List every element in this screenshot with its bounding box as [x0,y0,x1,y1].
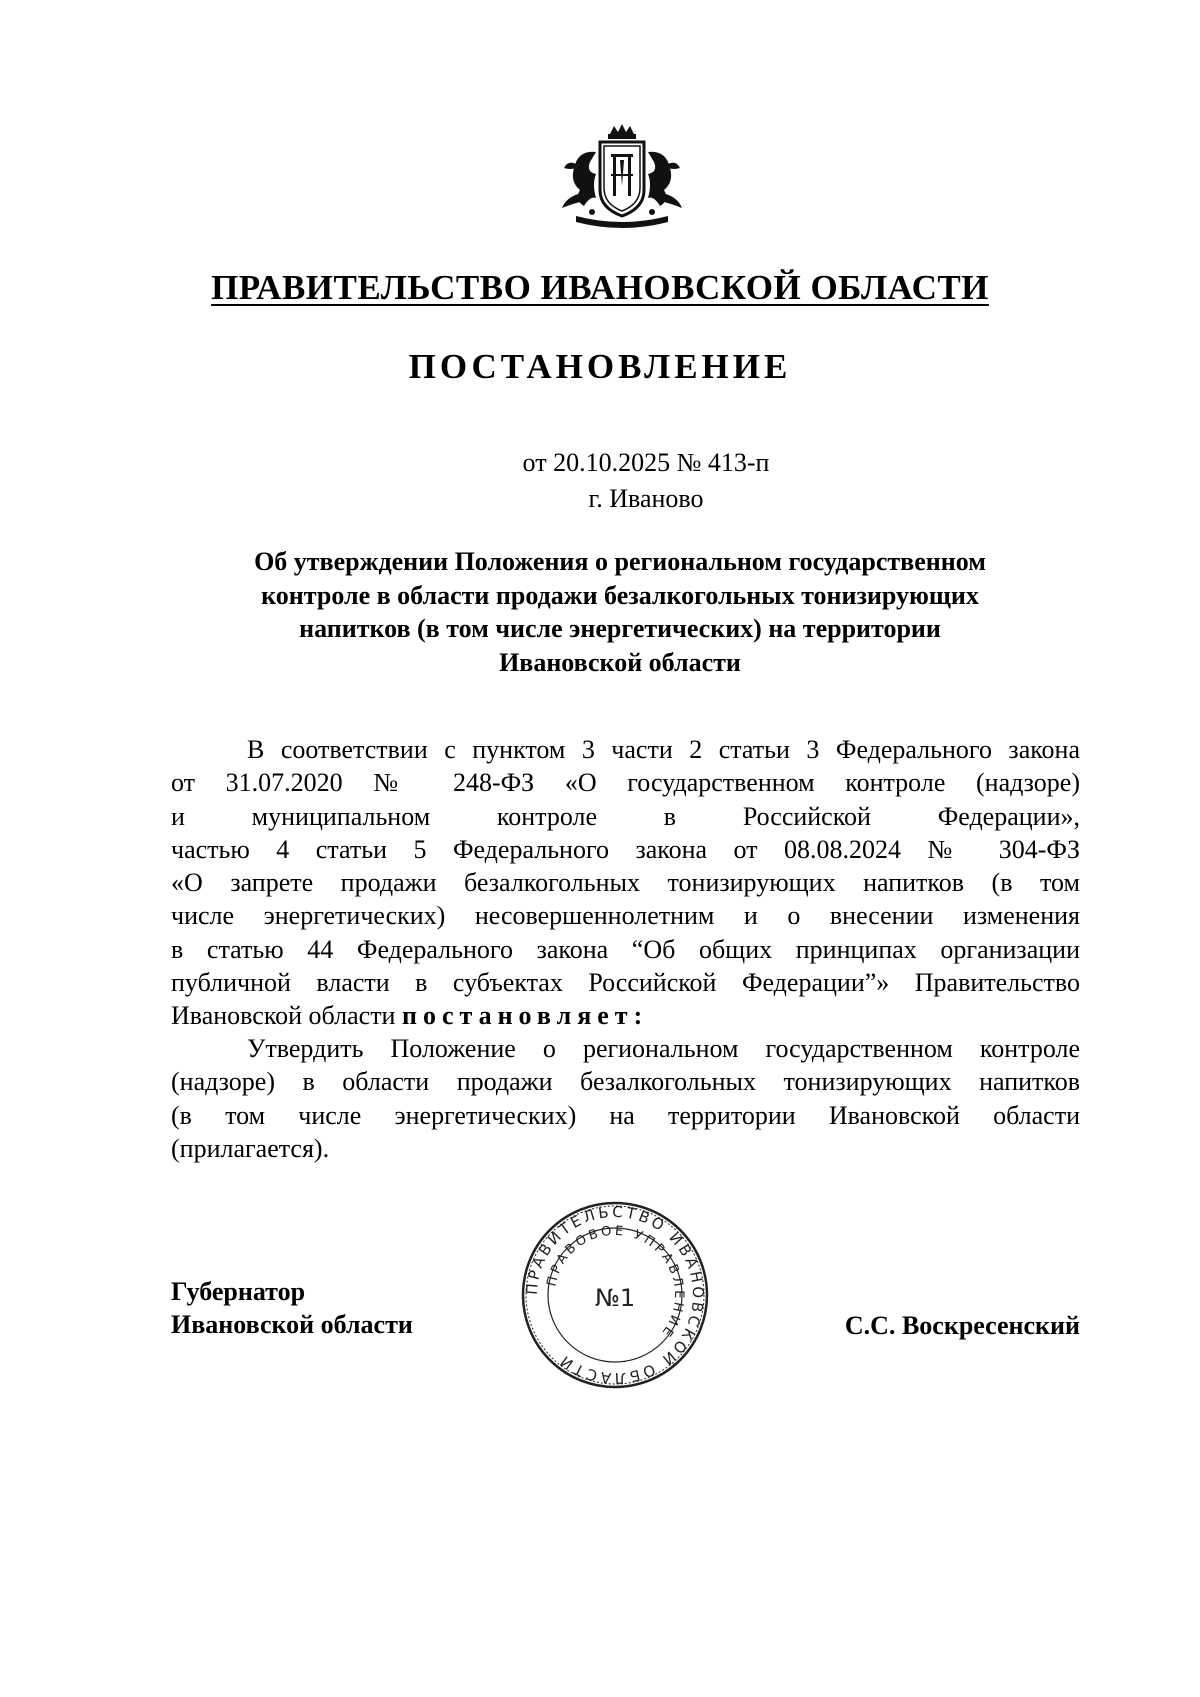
body-line-last [171,999,1080,1032]
body-line: частью 4 статьи 5 Федерального закона от 08.08.2024 № 304-ФЗ [171,834,1080,864]
svg-text:ПРАВОВОЕ УПРАВЛЕНИЕ [545,1224,687,1341]
date-and-number: от 20.10.2025 № 413-п [522,448,770,477]
body-line: (прилагается). [171,1133,330,1163]
city: г. Иваново [588,484,704,513]
stamp-inner-text: ПРАВОВОЕ УПРАВЛЕНИЕ [544,1223,687,1342]
body-line: «О запрете продажи безалкогольных тонизирующих напитков (в том [171,868,1080,898]
official-stamp [520,1200,710,1390]
signatory-name: С.С. Воскресенский [844,1311,1080,1340]
body-line: публичной власти в субъектах Российской Федерации”» Правительство [171,968,1080,998]
body-line: и муниципальном контроле в Российской Федерации», [171,801,1080,831]
signatory-position [171,1275,413,1341]
stamp-outer-text: ПРАВИТЕЛЬСТВО ИВАНОВСКОЙ ОБЛАСТИ [522,1202,708,1388]
resolves-word: постановляет: [401,1001,649,1031]
subject-line: контроле в области продажи безалкогольных тонизирующих [261,580,979,610]
document-subject [200,545,1040,679]
body-line: от 31.07.2020 № 248-ФЗ «О государственном контроле (надзоре) [171,768,1080,798]
body-line: числе энергетических) несовершеннолетним и о внесении изменения [171,901,1080,931]
document-type: ПОСТАНОВЛЕНИЕ [408,347,792,386]
subject-line: Ивановской области [499,647,741,677]
body-text: Ивановской области [171,1001,396,1031]
body-line: (в том числе энергетических) на территории Ивановской области [171,1100,1080,1130]
coat-of-arms-icon [556,124,688,232]
position-line: Ивановской области [171,1310,413,1339]
body-line: В соответствии с пунктом 3 части 2 статьи 3 Федерального закона [247,735,1080,764]
subject-line: Об утверждении Положения о региональном государственном [254,547,986,576]
body-line: Утвердить Положение о региональном государственном контроле [247,1034,1080,1063]
resolution-paragraph [171,1032,1080,1165]
body-line: в статью 44 Федерального закона “Об общих принципах организации [171,934,1080,964]
body-line: (надзоре) в области продажи безалкогольных тонизирующих напитков [171,1067,1080,1097]
government-title: ПРАВИТЕЛЬСТВО ИВАНОВСКОЙ ОБЛАСТИ [211,268,989,307]
stamp-number: №1 [594,1284,636,1312]
subject-line: напитков (в том числе энергетических) на территории [299,614,941,643]
position-line: Губернатор [171,1277,306,1306]
preamble-paragraph [171,733,1080,1033]
